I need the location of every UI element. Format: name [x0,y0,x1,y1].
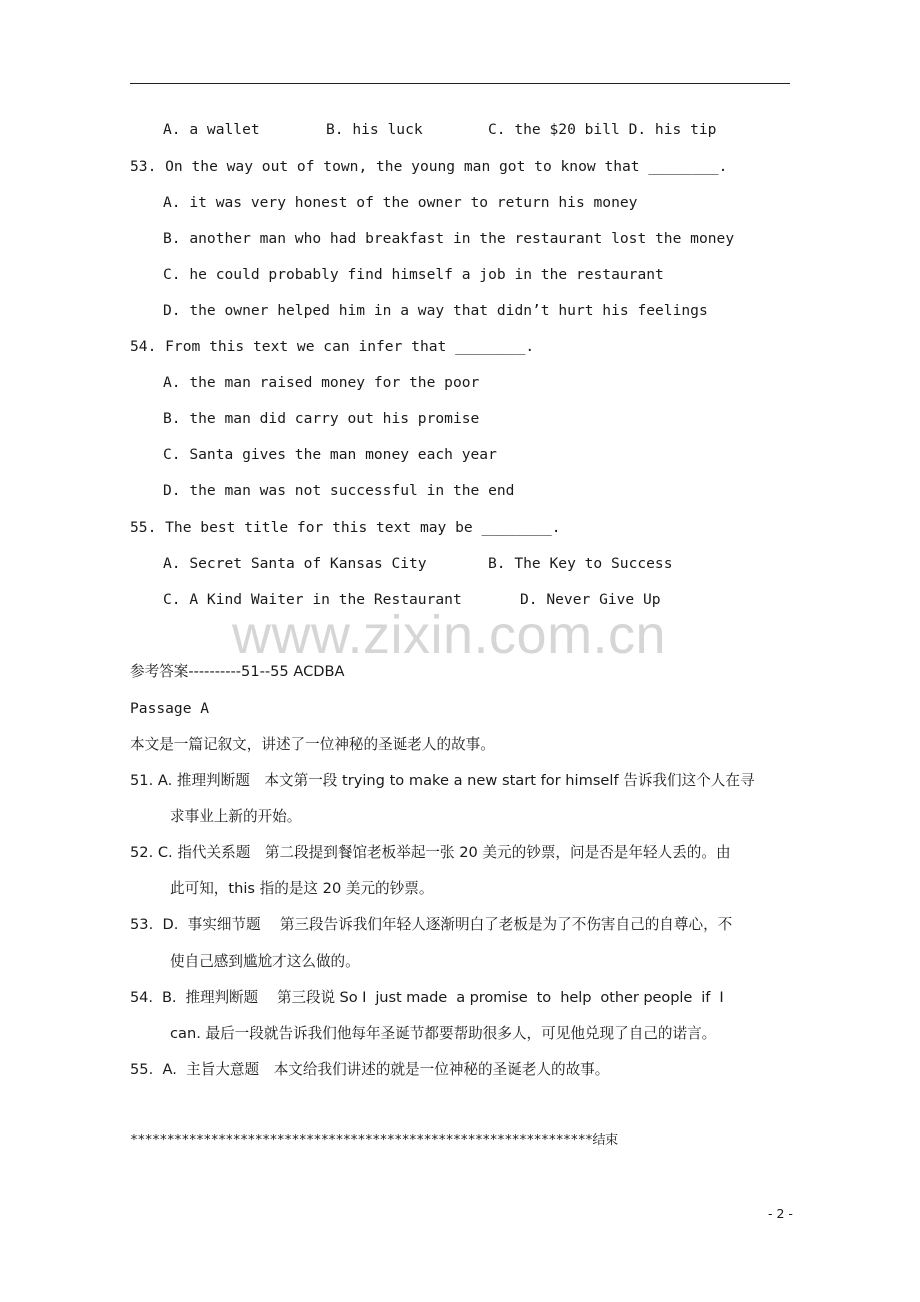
q54-option-a: A. the man raised money for the poor [163,374,480,391]
q54-option-b: B. the man did carry out his promise [163,410,480,427]
q55-stem: 55. The best title for this text may be ________. [130,519,561,536]
explanation-53-line2: 使自己感到尴尬才这么做的。 [170,953,360,970]
q54-option-d: D. the man was not successful in the end [163,482,515,499]
explanation-52-line2: 此可知，this 指的是这 20 美元的钞票。 [170,880,434,897]
q53-option-c: C. he could probably find himself a job in the restaurant [163,266,664,283]
answer-key: 参考答案----------51--55 ACDBA [130,663,345,680]
explanation-51-line1: 51. A. 推理判断题 本文第一段 trying to make a new start for himself 告诉我们这个人在寻 [130,772,755,789]
explanation-52-line1: 52. C. 指代关系题 第二段提到餐馆老板举起一张 20 美元的钞票，问是否是年轻人丢的。由 [130,844,731,861]
explanation-54-line2: can. 最后一段就告诉我们他每年圣诞节都要帮助很多人，可见他兑现了自己的诺言。 [170,1025,717,1042]
page-number: - 2 - [768,1206,793,1221]
explanation-51-line2: 求事业上新的开始。 [170,808,302,825]
passage-summary: 本文是一篇记叙文，讲述了一位神秘的圣诞老人的故事。 [130,736,495,753]
q54-stem: 54. From this text we can infer that ________. [130,338,535,355]
q53-option-a: A. it was very honest of the owner to return his money [163,194,638,211]
passage-label: Passage A [130,700,210,717]
q52-option-a: A. a wallet [163,121,260,138]
explanation-54-line1: 54. B. 推理判断题 第三段说 So I just made a promise to help other people if I [130,989,724,1006]
q55-option-b: B. The Key to Success [488,555,673,572]
end-line: ***************************************************************结束 [130,1133,618,1148]
q53-stem: 53. On the way out of town, the young man got to know that ________. [130,158,728,175]
watermark: www.zixin.com.cn [232,605,667,665]
q55-option-d: D. Never Give Up [520,591,661,608]
q55-option-a: A. Secret Santa of Kansas City [163,555,427,572]
explanation-55: 55. A. 主旨大意题 本文给我们讲述的就是一位神秘的圣诞老人的故事。 [130,1061,610,1078]
q52-option-cd: C. the $20 bill D. his tip [488,121,717,138]
q55-option-c: C. A Kind Waiter in the Restaurant [163,591,462,608]
q53-option-d: D. the owner helped him in a way that didn’t hurt his feelings [163,302,708,319]
header-rule [130,83,790,84]
q53-option-b: B. another man who had breakfast in the restaurant lost the money [163,230,735,247]
explanation-53-line1: 53. D. 事实细节题 第三段告诉我们年轻人逐渐明白了老板是为了不伤害自己的自尊心，不 [130,916,733,933]
q52-option-b: B. his luck [326,121,423,138]
q54-option-c: C. Santa gives the man money each year [163,446,497,463]
